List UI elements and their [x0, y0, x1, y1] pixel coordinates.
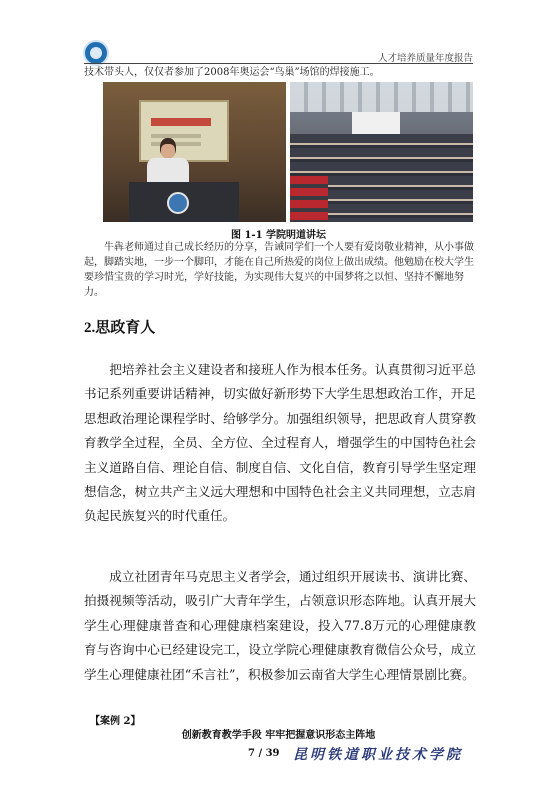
figure-caption: 图 1-1 学院明道讲坛	[230, 230, 327, 241]
case-title: 创新教育教学手段 牢牢把握意识形态主阵地	[181, 730, 376, 741]
body-paragraph: 把培养社会主义建设者和接班人作为根本任务。认真贯彻习近平总书记系列重要讲话精神，切实做好新形势下大学生思想政治工作，开足思想政治理论课程学时、给够学分。加强组织领导，把思政育人贯穿教育教学全过程，全员、全方位、全过程育人，增强学生的中国特色社会主义道路自信、理论自信、制度自信、文化自信，教育引导学生坚定理想信念，树立共产主义远大理想和中国特色社会主义共同理想，立志肩负起民族复兴的时代重任。	[84, 362, 476, 524]
header-title: 人才培养质量年度报告	[377, 53, 473, 64]
podium-emblem-icon	[167, 192, 189, 214]
intro-text: 技术带头人，仅仅者参加了2008年奥运会“鸟巢”场馆的焊接施工。	[84, 67, 380, 78]
projection-screen	[139, 100, 229, 162]
body-paragraph: 成立社团青年马克思主义者学会，通过组织开展读书、演讲比赛、拍摄视频等活动，吸引广大青年学生，占领意识形态阵地。认真开展大学生心理健康普查和心理健康档案建设，投入77.8万元的心理健康教育与咨询中心已经建设完工，设立学院心理健康教育微信公众号，成立学生心理健康社团“禾言社”，积极参加云南省大学生心理情景剧比赛。	[84, 569, 476, 682]
section-heading: 2.思政育人	[84, 320, 156, 336]
figure-description: 牛犇老师通过自己成长经历的分享，告诫同学们一个人要有爱岗敬业精神，从小事做起，脚踏实地，一步一个脚印，才能在自己所热爱的岗位上做出成绩。他勉励在校大学生要珍惜宝贵的学习时光，学好技能，为实现伟大复兴的中国梦将之以恒、坚持不懈地努力。	[84, 242, 474, 298]
lecture-speaker-photo	[103, 82, 286, 222]
podium	[129, 182, 239, 222]
case-tag: 【案例 2】	[90, 716, 141, 727]
header-divider	[84, 63, 473, 64]
footer-school-name: 昆明铁道职业技术学院	[293, 747, 463, 763]
lecture-audience-photo	[290, 82, 473, 222]
page-number: 7 / 39	[248, 748, 280, 759]
